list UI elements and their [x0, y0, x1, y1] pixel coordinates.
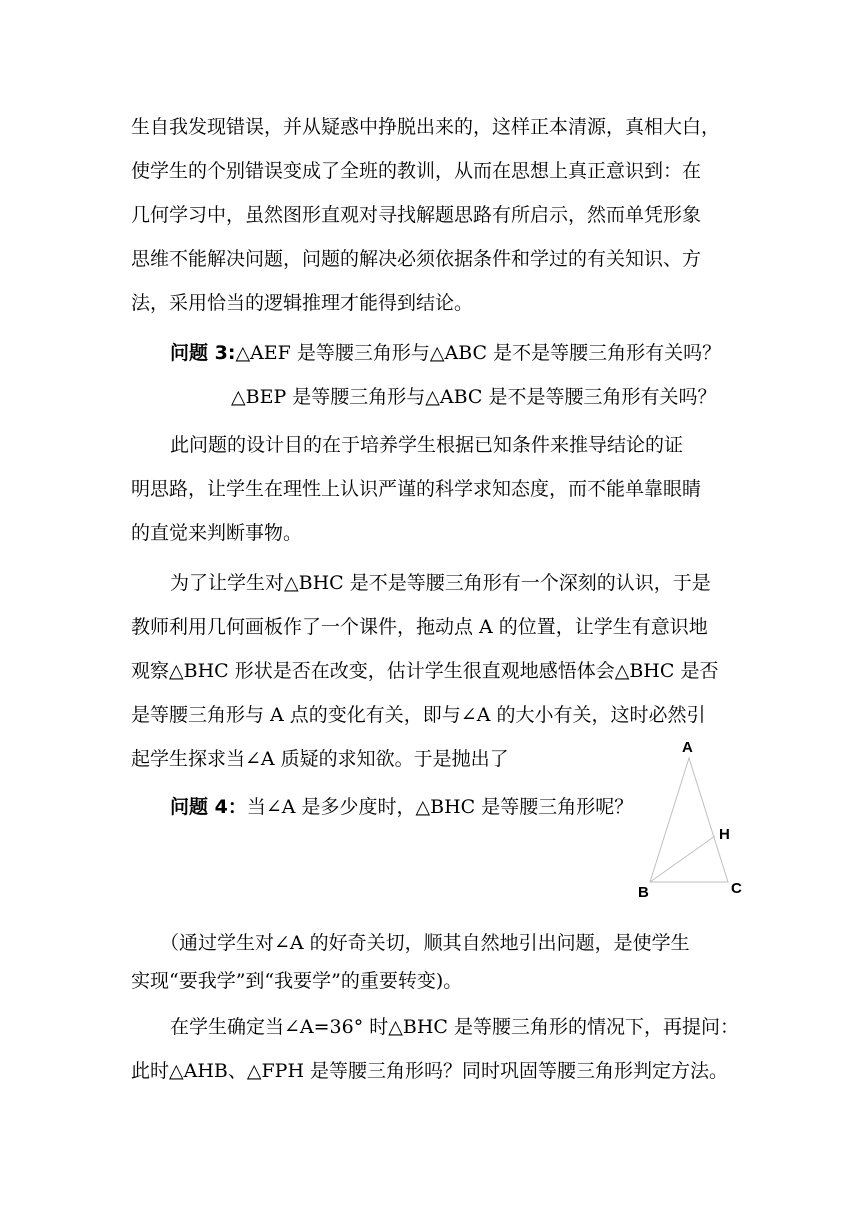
- text-line: 起学生探求当∠A 质疑的求知欲。于是抛出了: [131, 748, 509, 770]
- question-3-line2: △BEP 是等腰三角形与△ABC 是不是等腰三角形有关吗？: [231, 386, 717, 408]
- label-c: C: [731, 880, 742, 897]
- text-line: 在学生确定当∠A=36° 时△BHC 是等腰三角形的情况下，再提问：: [170, 1016, 739, 1038]
- text-line: 思维不能解决问题，问题的解决必须依据条件和学过的有关知识、方: [131, 248, 702, 270]
- question-3-label: 问题 3:: [170, 342, 236, 364]
- question-3: [170, 340, 770, 366]
- label-h: H: [719, 826, 730, 843]
- text-line: 观察△BHC 形状是否在改变，估计学生很直观地感悟体会△BHC 是否: [131, 660, 719, 682]
- triangle-abc: [650, 758, 728, 882]
- text-line: 此问题的设计目的在于培养学生根据已知条件来推导结论的证: [170, 434, 684, 456]
- text-line: 使学生的个别错误变成了全班的教训，从而在思想上真正意识到：在: [131, 160, 702, 182]
- label-b: B: [638, 884, 649, 901]
- triangle-figure: [630, 736, 750, 906]
- question-4-label: 问题 4：: [170, 796, 247, 818]
- question-4-text: 当∠A 是多少度时，△BHC 是等腰三角形呢？: [246, 796, 634, 818]
- text-line: 教师利用几何画板作了一个课件，拖动点 A 的位置，让学生有意识地: [131, 616, 708, 638]
- question-3-text: △AEF 是等腰三角形与△ABC 是不是等腰三角形有关吗？: [235, 342, 722, 364]
- text-line: 是等腰三角形与 A 点的变化有关，即与∠A 的大小有关，这时必然引: [131, 704, 706, 726]
- text-line: 为了让学生对△BHC 是不是等腰三角形有一个深刻的认识，于是: [170, 572, 711, 594]
- text-line: 几何学习中，虽然图形直观对寻找解题思路有所启示，然而单凭形象: [131, 204, 702, 226]
- label-a: A: [682, 739, 693, 756]
- text-line: 法，采用恰当的逻辑推理才能得到结论。: [131, 292, 474, 314]
- segment-bh: [650, 836, 715, 882]
- text-line: 实现“要我学”到“我要学”的重要转变)。: [131, 970, 463, 992]
- text-line: 的直觉来判断事物。: [131, 522, 303, 544]
- text-line: 此时△AHB、△FPH 是等腰三角形吗？同时巩固等腰三角形判定方法。: [131, 1060, 729, 1082]
- text-line: 生自我发现错误，并从疑惑中挣脱出来的，这样正本清源，真相大白，: [131, 116, 721, 138]
- triangle-lines: [650, 758, 728, 882]
- text-line: （通过学生对∠A 的好奇关切，顺其自然地引出问题，是使学生: [160, 932, 690, 954]
- text-line: 明思路，让学生在理性上认识严谨的科学求知态度，而不能单靠眼睛: [131, 478, 702, 500]
